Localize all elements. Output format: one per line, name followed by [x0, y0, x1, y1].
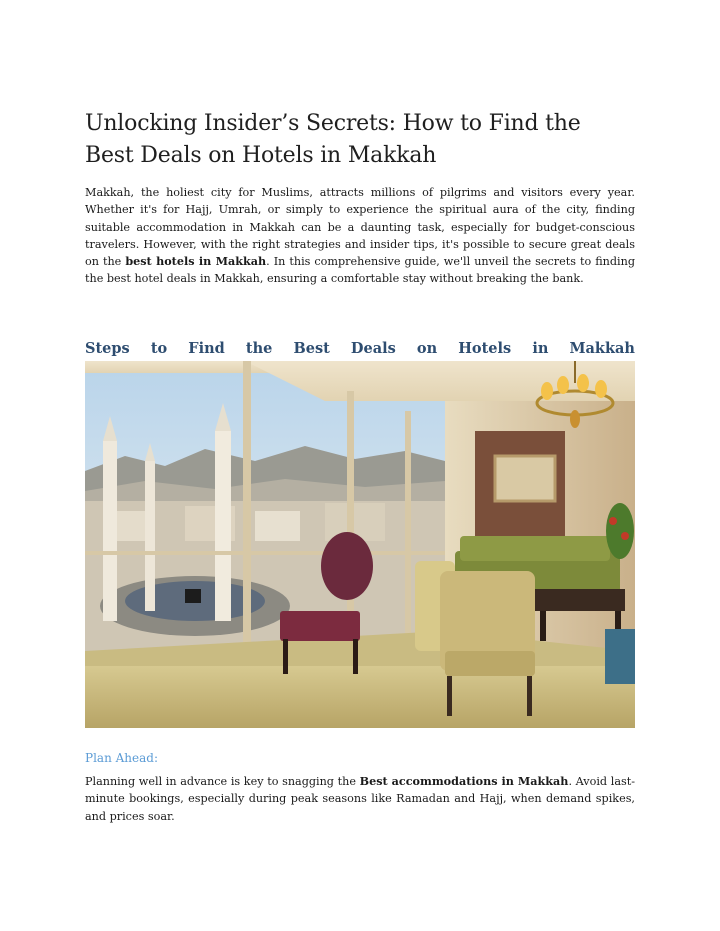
heading-word: on: [416, 340, 438, 357]
plan-text-2: . Avoid last-minute bookings, especially during peak seasons like Ramadan and Hajj, when demand spikes, and prices soar.: [85, 775, 636, 823]
hotel-room-image: [85, 361, 635, 728]
heading-word: Steps: [85, 340, 130, 357]
intro-text-2: . In this comprehensive guide, we'll unveil the secrets to finding the best hotel deals in Makkah, ensuring a comfortable stay without breaking the bank.: [85, 255, 635, 286]
heading-word: in: [532, 340, 549, 357]
heading-word: Makkah: [569, 340, 635, 357]
section-heading: [85, 340, 635, 357]
intro-paragraph: [85, 184, 635, 288]
heading-word: Find: [188, 340, 225, 357]
document-page: [85, 108, 636, 823]
intro-text-1: Makkah, the holiest city for Muslims, attracts millions of pilgrims and visitors every year. Whether it's for Hajj, Umrah, or simply to experience the spiritual aura of the city, finding suitable accommodation in Makkah can be a daunting task, especially for budget-conscious travelers. However, with the right strategies and insider tips, it's possible to secure great deals on the: [85, 186, 635, 269]
page-title: Unlocking Insider’s Secrets: How to Find the Best Deals on Hotels in Makkah: [85, 111, 581, 168]
plan-bold-link: Best accommodations in Makkah: [359, 774, 569, 788]
heading-word: Best: [293, 340, 330, 357]
hotel-room-illustration: [85, 361, 635, 728]
plan-paragraph: [85, 773, 635, 825]
heading-word: to: [150, 340, 168, 357]
intro-bold-link: best hotels in Makkah: [125, 254, 267, 269]
heading-word: the: [245, 340, 273, 357]
plan-text-1: Planning well in advance is key to snagging the: [85, 775, 360, 788]
heading-word: Hotels: [458, 340, 512, 357]
heading-word: Deals: [350, 340, 396, 357]
subheading-plan-ahead: Plan Ahead:: [85, 751, 158, 765]
